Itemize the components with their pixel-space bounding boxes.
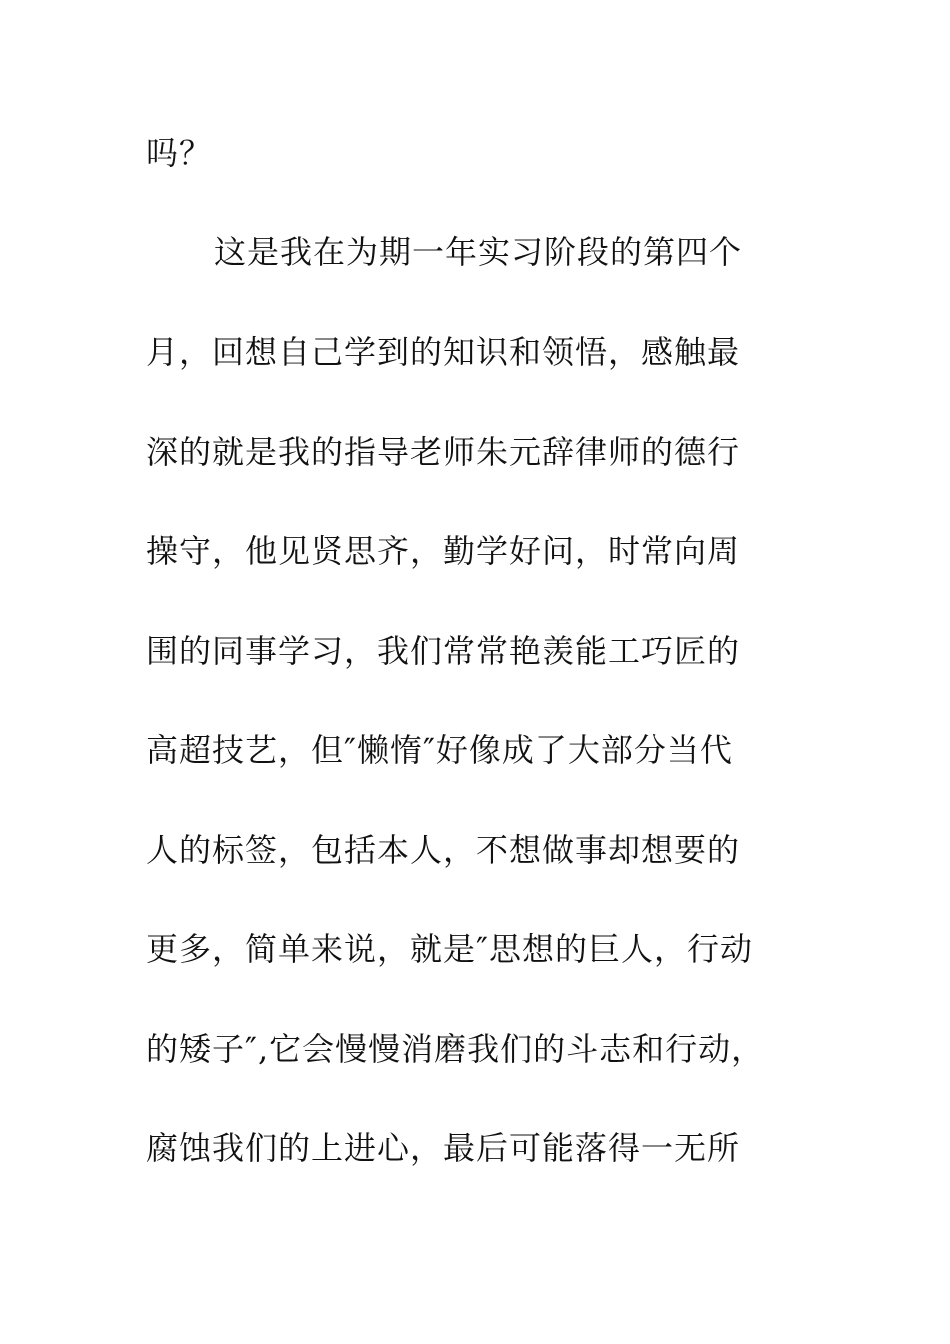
text-line: 深的就是我的指导老师朱元辞律师的德行: [146, 433, 741, 471]
text-line: 人的标签，包括本人，不想做事却想要的: [146, 831, 741, 869]
text-line: 吗？: [146, 134, 213, 172]
text-line: 腐蚀我们的上进心，最后可能落得一无所: [146, 1129, 741, 1167]
text-line: 的矮子″,它会慢慢消磨我们的斗志和行动，: [146, 1030, 765, 1068]
text-line: 更多，简单来说，就是″思想的巨人，行动: [146, 930, 753, 968]
paragraph-first-line: 这是我在为期一年实习阶段的第四个: [214, 233, 743, 271]
text-line: 月，回想自己学到的知识和领悟，感触最: [146, 333, 741, 371]
text-line: 操守，他见贤思齐，勤学好问，时常向周: [146, 532, 741, 570]
text-line: 围的同事学习，我们常常艳羡能工巧匠的: [146, 632, 741, 670]
text-line: 高超技艺，但″懒惰″好像成了大部分当代: [146, 731, 733, 769]
